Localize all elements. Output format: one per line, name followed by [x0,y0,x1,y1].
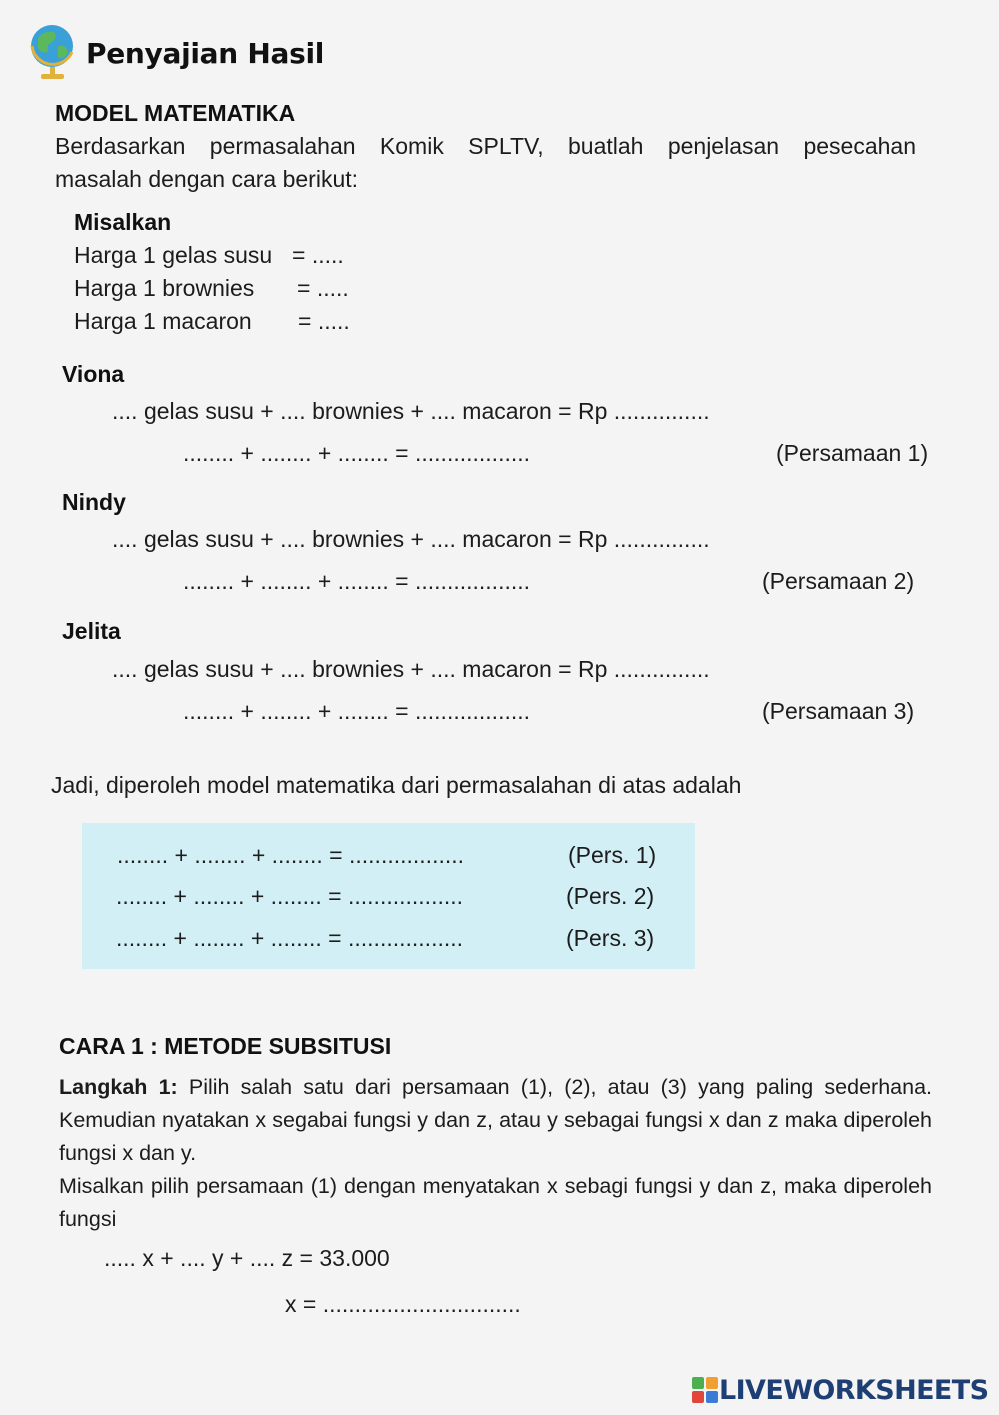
misalkan-label-2: Harga 1 brownies [74,275,255,301]
person-sentence-nindy: .... gelas susu + .... brownies + .... macaron = Rp ............... [112,526,710,552]
person-equation-viona: ........ + ........ + ........ = .................. [183,440,531,466]
person-sentence-viona: .... gelas susu + .... brownies + .... macaron = Rp ............... [112,398,710,424]
misalkan-eq-2: = ..... [297,275,349,301]
equation-tag-1: (Persamaan 1) [776,440,929,466]
x-expression: x = ............................... [285,1291,521,1317]
globe-icon [28,22,78,82]
misalkan-eq-1: = ..... [292,242,344,268]
person-name-viona: Viona [62,361,125,387]
equation-tag-3: (Persamaan 3) [762,698,915,724]
misalkan-label-1: Harga 1 gelas susu [74,242,273,268]
misalkan-label-3: Harga 1 macaron [74,308,252,334]
substitution-equation: ..... x + .... y + .... z = 33.000 [104,1245,390,1271]
intro-line-1: Berdasarkan permasalahan Komik SPLTV, buatlah penjelasan pesecahan [55,133,916,159]
step-1-label: Langkah 1: [59,1075,178,1099]
summary-tag-1: (Pers. 1) [568,842,657,868]
summary-tag-2: (Pers. 2) [566,883,655,909]
summary-tag-3: (Pers. 3) [566,925,655,951]
liveworksheets-logo-icon [692,1377,718,1403]
summary-equation-2: ........ + ........ + ........ = .................. [116,883,464,909]
page-title: Penyajian Hasil [86,37,325,70]
conclusion-text: Jadi, diperoleh model matematika dari permasalahan di atas adalah [51,772,742,798]
misalkan-heading: Misalkan [74,209,172,235]
step-1-text: Pilih salah satu dari persamaan (1), (2), atau (3) yang paling sederhana. Kemudian nyatakan x segabai fungsi y dan z, atau y sebagai fungsi x dan z maka diperoleh fungsi x dan y. [59,1075,933,1165]
step-1-paragraph [59,1071,932,1170]
section-heading-cara: CARA 1 : METODE SUBSITUSI [59,1033,392,1059]
liveworksheets-wordmark: LIVEWORKSHEETS [719,1374,989,1406]
equation-tag-2: (Persamaan 2) [762,568,915,594]
step-1-example: Misalkan pilih persamaan (1) dengan menyatakan x sebagi fungsi y dan z, maka diperoleh fungsi [59,1174,932,1231]
person-equation-jelita: ........ + ........ + ........ = .................. [183,698,531,724]
person-sentence-jelita: .... gelas susu + .... brownies + .... macaron = Rp ............... [112,656,710,682]
summary-equation-1: ........ + ........ + ........ = .................. [117,842,465,868]
misalkan-eq-3: = ..... [298,308,350,334]
intro-line-2: masalah dengan cara berikut: [55,166,359,192]
section-heading-model: MODEL MATEMATIKA [55,100,296,126]
person-name-nindy: Nindy [62,489,126,515]
person-equation-nindy: ........ + ........ + ........ = .................. [183,568,531,594]
summary-equation-3: ........ + ........ + ........ = .................. [116,925,464,951]
person-name-jelita: Jelita [62,618,121,644]
liveworksheets-logo [692,1374,988,1406]
